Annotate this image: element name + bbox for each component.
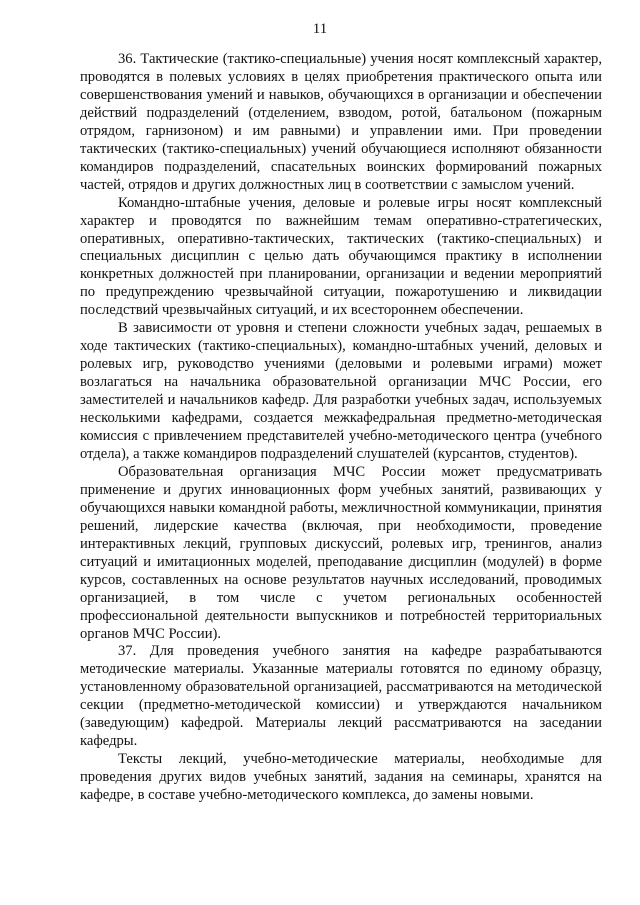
paragraph-innovative-forms: Образовательная организация МЧС России может предусматривать применение и других инновационных форм учебных занятий, развивающих у обучающихся навыки командной работы, межличностной коммуникации, принятия решений, лидерские качества (включая, при необходимости, проведение интерактивных лекций, групповых дискуссий, ролевых игр, тренингов, анализ ситуаций и имитационных моделей, преподавание дисциплин (модулей) в форме курсов, составленных на основе результатов научных исследований, проводимых организацией, в том числе с учетом региональных особенностей профессиональной деятельности выпускников и потребностей территориальных органов МЧС России). [80, 463, 602, 642]
page-number: 11 [312, 21, 328, 37]
document-body [80, 51, 602, 805]
paragraph-exercise-leadership: В зависимости от уровня и степени сложности учебных задач, решаемых в ходе тактических (тактико-специальных), командно-штабных учений, деловых и ролевых игр, руководство учениями (деловыми и ролевыми играми) может возлагаться на начальника образовательной организации МЧС России, его заместителей и начальников кафедр. Для разработки учебных задач, используемых несколькими кафедрами, создается межкафедральная предметно-методическая комиссия с привлечением представителей учебно-методического центра (учебного отдела), а также командиров подразделений слушателей (курсантов, студентов). [80, 320, 602, 462]
paragraph-lecture-texts: Тексты лекций, учебно-методические материалы, необходимые для проведения других видов учебных занятий, задания на семинары, хранятся на кафедре, в составе учебно-методического комплекса, до замены новыми. [80, 751, 602, 804]
paragraph-36-tactical-exercises: 36. Тактические (тактико-специальные) учения носят комплексный характер, проводятся в полевых условиях в целях приобретения практического опыта или совершенствования умений и навыков, обучающихся в организации и обеспечении действий подразделений (отделением, взводом, ротой, батальоном (пожарным отрядом, гарнизоном) и им равными) и управлении ими. При проведении тактических (тактико-специальных) учений обучающиеся исполняют обязанности командиров подразделений, спасательных воинских формирований пожарных частей, отрядов и других должностных лиц в соответствии с замыслом учений. [80, 51, 602, 193]
paragraph-37-methodical-materials: 37. Для проведения учебного занятия на кафедре разрабатываются методические материалы. Указанные материалы готовятся по единому образцу, установленному образовательной организацией, рассматриваются на методической секции (предметно-методической комиссии) и утверждаются начальником (заведующим) кафедрой. Материалы лекций рассматриваются на заседании кафедры. [80, 643, 602, 750]
paragraph-command-staff-exercises: Командно-штабные учения, деловые и ролевые игры носят комплексный характер и проводятся по важнейшим темам оперативно-стратегических, оперативных, оперативно-тактических, тактических (тактико-специальных) и специальных дисциплин с целью дать обучающимся практику в исполнении конкретных должностей при планировании, организации и ведении мероприятий по предупреждению чрезвычайной ситуации, пожаротушению и ликвидации последствий чрезвычайных ситуаций, и их всестороннем обеспечении. [80, 194, 602, 319]
